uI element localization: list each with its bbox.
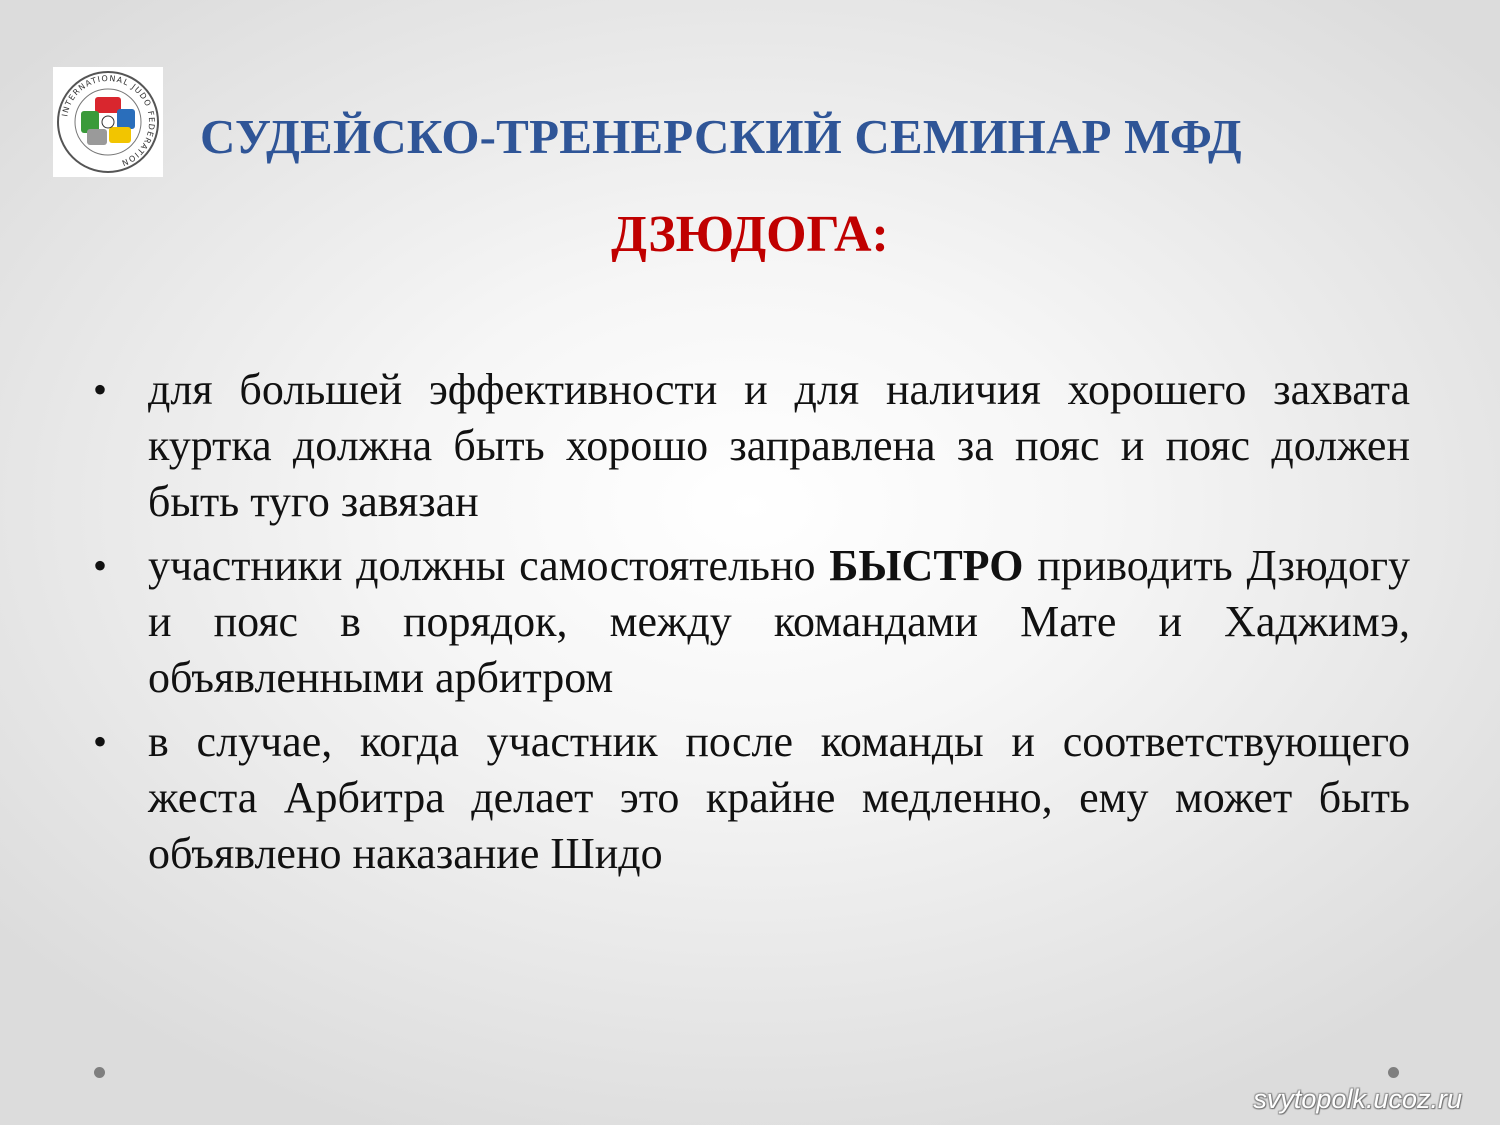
judogi-heading: ДЗЮДОГА: (611, 206, 889, 263)
watermark: svytopolk.ucoz.ru (1253, 1084, 1462, 1114)
decorative-dot (1388, 1067, 1399, 1078)
bullet-text: для большей эффективности и для наличия хорошего захвата куртка должна быть хорошо заправлена за пояс и пояс должен быть туго завязан (148, 365, 1410, 526)
list-item (93, 362, 1410, 530)
bullet-marker: • (93, 719, 108, 764)
bullet-marker: • (93, 543, 108, 588)
bullet-text-before: участники должны самостоятельно (148, 541, 830, 590)
seminar-title: СУДЕЙСКО-ТРЕНЕРСКИЙ СЕМИНАР МФД (200, 109, 1242, 164)
logo-ring-text: INTERNATIONAL JUDO FEDERATION (60, 73, 157, 168)
rules-list (93, 362, 1410, 890)
decorative-dot (94, 1067, 105, 1078)
list-item (93, 538, 1410, 706)
bullet-marker: • (93, 367, 108, 412)
bullet-emphasis: БЫСТРО (829, 541, 1024, 590)
list-item (93, 714, 1410, 882)
bullet-text: в случае, когда участник после команды и соответствующего жеста Арбитра делает это крайне медленно, ему может быть объявлено наказание Шидо (148, 717, 1410, 878)
ijf-logo (53, 67, 163, 177)
bullet-text-after: приводить Дзюдогу и пояс в порядок, между командами Мате и Хаджимэ, объявленными арбитром (148, 541, 1410, 702)
